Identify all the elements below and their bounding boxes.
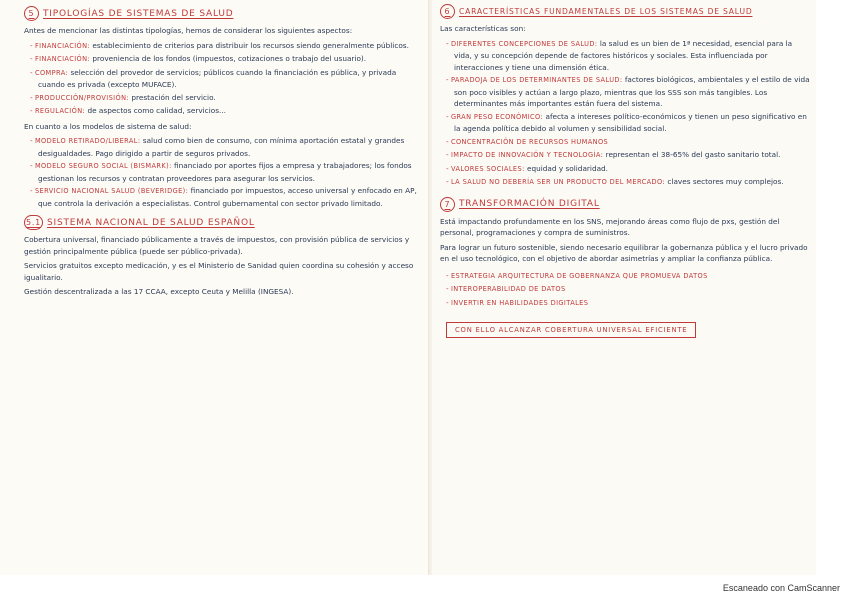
right-page [432, 0, 816, 575]
list-item: - FINANCIACIÓN: establecimiento de criterios para distribuir los recursos siendo generalmente públicos. [30, 40, 409, 50]
scanner-watermark: Escaneado con CamScanner [722, 583, 840, 593]
list-item: - REGULACIÓN: de aspectos como calidad, servicios... [30, 106, 226, 115]
section-number: 7 [440, 197, 455, 212]
right-page-content [440, 4, 810, 338]
left-page [0, 0, 431, 575]
paragraph: Está impactando profundamente en los SNS, mejorando áreas como flujo de pxs, gestión del personal, programaciones y compra de suministros. [440, 216, 780, 237]
digital-list [440, 270, 810, 310]
section-title-text: SISTEMA NACIONAL DE SALUD ESPAÑOL [47, 217, 255, 228]
conclusion-box: CON ELLO ALCANZAR COBERTURA UNIVERSAL EFICIENTE [446, 322, 696, 338]
list-item: - INTEROPERABILIDAD DE DATOS [446, 284, 566, 293]
list-item: - PARADOJA DE LOS DETERMINANTES DE SALUD: factores biológicos, ambientales y el estilo de vida son poco visibles y actúan a largo plazo, mientras que los SSS son más tangibles. Los determinantes más importantes están fuera del sistema. [446, 75, 810, 108]
section-5-intro: Antes de mencionar las distintas tipologías, hemos de considerar los siguientes aspectos: [24, 26, 353, 35]
list-item: - SERVICIO NACIONAL SALUD (BEVERIDGE): financiado por impuestos, acceso universal y enfocado en AP, que controla la derivación a especialistas. Control gubernamental con sector privado limitado. [30, 186, 417, 208]
paragraph: Servicios gratuitos excepto medicación, y es el Ministerio de Sanidad quien coordina su cohesión y acceso igualitario. [24, 261, 414, 282]
models-list [24, 135, 420, 209]
list-item: - GRAN PESO ECONÓMICO: afecta a intereses político-económicos y tienen un peso significativo en la agenda política debido al volumen y sensibilidad social. [446, 111, 807, 133]
section-5-1-title [24, 215, 420, 230]
list-item: - INVERTIR EN HABILIDADES DIGITALES [446, 297, 589, 307]
paragraph: Para lograr un futuro sostenible, siendo necesario equilibrar la gobernanza pública y el lucro privado en el uso tecnológico, con el objetivo de abordar asimetrías y ampliar la confianza pública. [440, 242, 808, 263]
paragraph: Cobertura universal, financiado públicamente a través de impuestos, con provisión pública de servicios y gestión principalmente pública (puede ser público-privada). [24, 235, 410, 256]
aspects-list [24, 40, 420, 118]
section-number: 5 [24, 6, 39, 21]
section-title-text: TIPOLOGÍAS DE SISTEMAS DE SALUD [43, 8, 234, 19]
list-item: - VALORES SOCIALES: equidad y solidaridad. [446, 163, 608, 173]
list-item: - DIFERENTES CONCEPCIONES DE SALUD: la salud es un bien de 1ª necesidad, esencial para la vida, y su concepción depende de factores históricos y sociales. Esta influenciada por interacciones y tiene una dimensión ética. [446, 38, 793, 72]
list-item: - MODELO SEGURO SOCIAL (BISMARK): financiado por aportes fijos a empresa y trabajadores; los fondos gestionan los recursos y contratan proveedores para asegurar los servicios. [30, 161, 412, 183]
section-7-title [440, 197, 810, 212]
characteristics-list [440, 38, 810, 189]
left-page-content [24, 6, 420, 301]
list-item: - FINANCIACIÓN: proveniencia de los fondos (impuestos, cotizaciones o trabajo del usuario). [30, 54, 367, 63]
paragraph: Gestión descentralizada a las 17 CCAA, excepto Ceuta y Melilla (INGESA). [24, 287, 294, 296]
list-item: - LA SALUD NO DEBERÍA SER UN PRODUCTO DEL MERCADO: claves sectores muy complejos. [446, 177, 784, 186]
section-6-title [440, 4, 810, 19]
section-title-text: TRANSFORMACIÓN DIGITAL [459, 199, 600, 209]
models-intro: En cuanto a los modelos de sistema de salud: [24, 121, 192, 131]
list-item: - MODELO RETIRADO/LIBERAL: salud como bien de consumo, con mínima aportación estatal y grandes desigualdades. Pago dirigido a partir de seguros privados. [30, 136, 405, 158]
section-number: 6 [440, 4, 455, 19]
list-item: - ESTRATEGIA ARQUITECTURA DE GOBERNANZA QUE PROMUEVA DATOS [446, 270, 708, 280]
list-item: - PRODUCCIÓN/PROVISIÓN: prestación del servicio. [30, 92, 216, 102]
section-5-title [24, 6, 420, 21]
section-number: 5.1 [24, 215, 43, 230]
section-6-intro: Las características son: [440, 24, 526, 33]
list-item: - IMPACTO DE INNOVACIÓN Y TECNOLOGÍA: representan el 38-65% del gasto sanitario total. [446, 150, 781, 159]
list-item: - COMPRA: selección del provedor de servicios; públicos cuando la financiación es pública, y privada cuando es privada (excepto MUFACE). [30, 67, 397, 89]
section-title-text: CARACTERÍSTICAS FUNDAMENTALES DE LOS SISTEMAS DE SALUD [459, 7, 753, 16]
list-item: - CONCENTRACIÓN DE RECURSOS HUMANOS [446, 136, 609, 146]
